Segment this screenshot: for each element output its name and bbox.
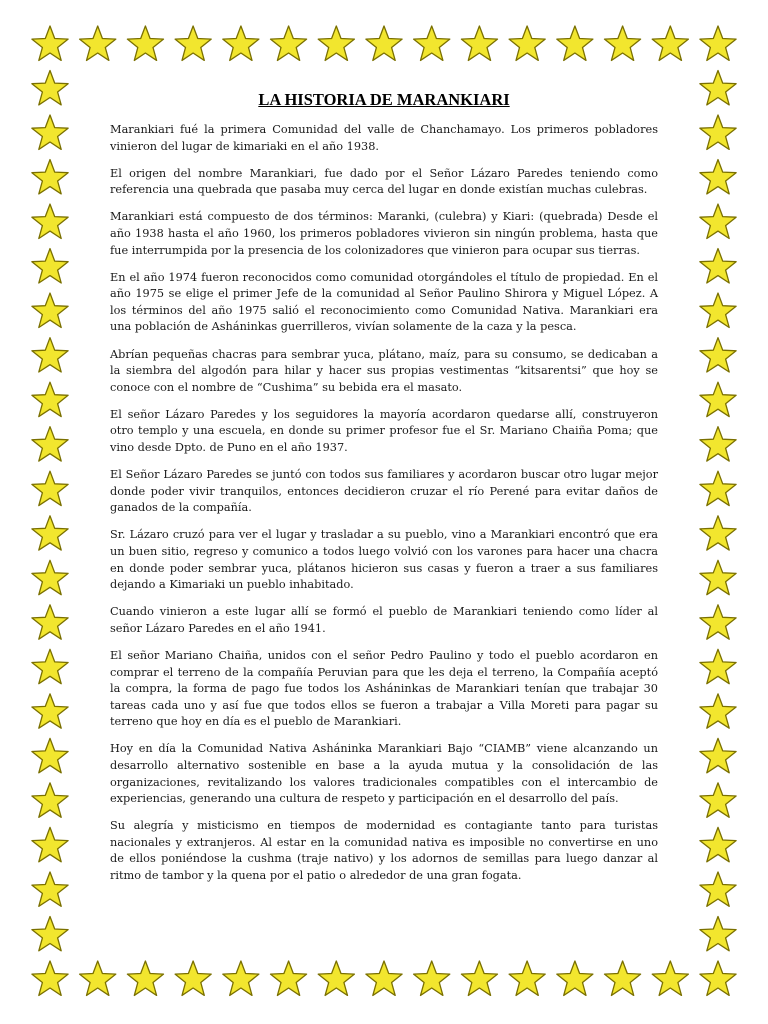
star-icon bbox=[32, 338, 68, 372]
star-icon bbox=[509, 26, 545, 60]
star-icon bbox=[509, 961, 545, 995]
paragraph-1: Marankiari fué la primera Comunidad del valle de Chanchamayo. Los primeros pobladores vinieron del lugar de kimariaki en el año 1938. bbox=[110, 123, 658, 153]
star-icon bbox=[32, 649, 68, 683]
paragraph-5: Abrían pequeñas chacras para sembrar yuca, plátano, maíz, para su consumo, se dedicaban a la siembra del algodón para hilar y hacer sus propias vestimentas “kitsarentsi” que hoy se conoce con el nombre de “Cushima” su bebida era el masato. bbox=[110, 347, 658, 394]
star-icon bbox=[175, 26, 211, 60]
paragraph-9: Cuando vinieron a este lugar allí se formó el pueblo de Marankiari teniendo como líder al señor Lázaro Paredes en el año 1941. bbox=[110, 605, 658, 635]
star-icon bbox=[700, 917, 736, 951]
star-icon bbox=[80, 961, 116, 995]
paragraph-2: El origen del nombre Marankiari, fue dado por el Señor Lázaro Paredes teniendo como referencia una quebrada que pasaba muy cerca del lugar en donde existían muchas culebras. bbox=[110, 166, 658, 197]
star-icon bbox=[461, 961, 497, 995]
document-body bbox=[110, 90, 658, 895]
star-icon bbox=[700, 293, 736, 327]
star-icon bbox=[175, 961, 211, 995]
star-icon bbox=[32, 427, 68, 461]
star-icon bbox=[32, 115, 68, 149]
star-icon bbox=[700, 872, 736, 906]
star-icon bbox=[700, 649, 736, 683]
paragraph-8: Sr. Lázaro cruzó para ver el lugar y trasladar a su pueblo, vino a Marankiari encontró que era un buen sitio, regreso y comunico a todos luego volvió con los varones para hacer una chacra en donde poder sembrar yuca, plátanos hicieron sus casas y fueron a traer a sus familiares dejando a Kimariaki un pueblo inhabitado. bbox=[110, 528, 658, 592]
star-icon bbox=[366, 26, 402, 60]
star-icon bbox=[32, 560, 68, 594]
star-icon bbox=[32, 738, 68, 772]
paragraph-7: El Señor Lázaro Paredes se juntó con todos sus familiares y acordaron buscar otro lugar mejor donde poder vivir tranquilos, entonces decidieron cruzar el río Perené para evitar daños de ganados de la compañía. bbox=[110, 468, 658, 515]
star-icon bbox=[700, 115, 736, 149]
star-icon bbox=[700, 204, 736, 238]
star-icon bbox=[414, 26, 450, 60]
paragraph-6: El señor Lázaro Paredes y los seguidores la mayoría acordaron quedarse allí, construyeron otro templo y una escuela, en donde su primer profesor fue el Sr. Mariano Chaiña Poma; que vino desde Dpto. de Puno en el año 1937. bbox=[110, 407, 658, 454]
star-icon bbox=[271, 961, 307, 995]
star-icon bbox=[700, 338, 736, 372]
star-icon bbox=[652, 26, 688, 60]
star-icon bbox=[700, 382, 736, 416]
paragraph-3: Marankiari está compuesto de dos términos: Maranki, (culebra) y Kiari: (quebrada) Desde el año 1938 hasta el año 1960, los primeros pobladores vivieron sin ningún problema, hasta que fue interrumpida por la presencia de los colonizadores que vinieron para ocupar sus tierras. bbox=[110, 210, 658, 257]
document-title: LA HISTORIA DE MARANKIARI bbox=[258, 90, 510, 109]
star-icon bbox=[32, 382, 68, 416]
star-icon bbox=[32, 694, 68, 728]
star-icon bbox=[605, 26, 641, 60]
star-icon bbox=[414, 961, 450, 995]
star-icon bbox=[366, 961, 402, 995]
star-icon bbox=[32, 160, 68, 194]
star-icon bbox=[700, 427, 736, 461]
star-icon bbox=[223, 26, 259, 60]
star-icon bbox=[700, 471, 736, 505]
star-icon bbox=[318, 26, 354, 60]
star-icon bbox=[32, 516, 68, 550]
paragraph-11: Hoy en día la Comunidad Nativa Asháninka Marankiari Bajo “CIAMB” viene alcanzando un desarrollo alternativo sostenible en base a la ayuda mutua y la consolidación de las organizaciones, revitalizando los valores tradicionales compatibles con el intercambio de experiencias, generando una cultura de respeto y participación en el desarrollo del país. bbox=[110, 742, 658, 806]
star-icon bbox=[32, 783, 68, 817]
star-icon bbox=[32, 961, 68, 995]
star-icon bbox=[700, 605, 736, 639]
star-icon bbox=[700, 160, 736, 194]
star-icon bbox=[32, 71, 68, 105]
star-icon bbox=[700, 71, 736, 105]
star-icon bbox=[700, 694, 736, 728]
star-icon bbox=[32, 26, 68, 60]
star-icon bbox=[461, 26, 497, 60]
star-icon bbox=[700, 961, 736, 995]
star-icon bbox=[127, 961, 163, 995]
star-icon bbox=[318, 961, 354, 995]
star-icon bbox=[700, 783, 736, 817]
star-icon bbox=[32, 249, 68, 283]
star-icon bbox=[127, 26, 163, 60]
star-icon bbox=[700, 560, 736, 594]
star-icon bbox=[32, 204, 68, 238]
star-icon bbox=[32, 471, 68, 505]
star-icon bbox=[700, 26, 736, 60]
star-icon bbox=[700, 827, 736, 861]
star-icon bbox=[700, 738, 736, 772]
star-icon bbox=[32, 605, 68, 639]
star-icon bbox=[80, 26, 116, 60]
star-icon bbox=[700, 516, 736, 550]
star-icon bbox=[32, 872, 68, 906]
star-icon bbox=[32, 917, 68, 951]
star-icon bbox=[223, 961, 259, 995]
star-icon bbox=[32, 293, 68, 327]
star-icon bbox=[32, 827, 68, 861]
star-icon bbox=[557, 26, 593, 60]
star-icon bbox=[271, 26, 307, 60]
paragraph-10: El señor Mariano Chaiña, unidos con el señor Pedro Paulino y todo el pueblo acordaron en comprar el terreno de la compañía Peruvian para que les deja el terreno, la Compañía aceptó la compra, la forma de pago fue todos los Asháninkas de Marankiari tenían que trabajar 30 tareas cada uno y así fue que todos ellos se fueron a trabajar a Villa Moreti para pagar su terreno que hoy en día es el pueblo de Marankiari. bbox=[110, 648, 658, 729]
star-icon bbox=[605, 961, 641, 995]
star-icon bbox=[557, 961, 593, 995]
star-icon bbox=[700, 249, 736, 283]
star-icon bbox=[652, 961, 688, 995]
paragraph-12: Su alegría y misticismo en tiempos de modernidad es contagiante tanto para turistas nacionales y extranjeros. Al estar en la comunidad nativa es imposible no convertirse en uno de ellos poniéndose la cushma (traje nativo) y los adornos de semillas para luego danzar al ritmo de tambor y la quena por el patio o alrededor de una gran fogata. bbox=[110, 819, 658, 883]
paragraph-4: En el año 1974 fueron reconocidos como comunidad otorgándoles el título de propiedad. En el año 1975 se elige el primer Jefe de la comunidad al Señor Paulino Shirora y Miguel López. A los términos del año 1975 salió el reconocimiento como Comunidad Nativa. Marankiari era una población de Asháninkas guerrilleros, vivían solamente de la caza y la pesca. bbox=[110, 270, 658, 334]
